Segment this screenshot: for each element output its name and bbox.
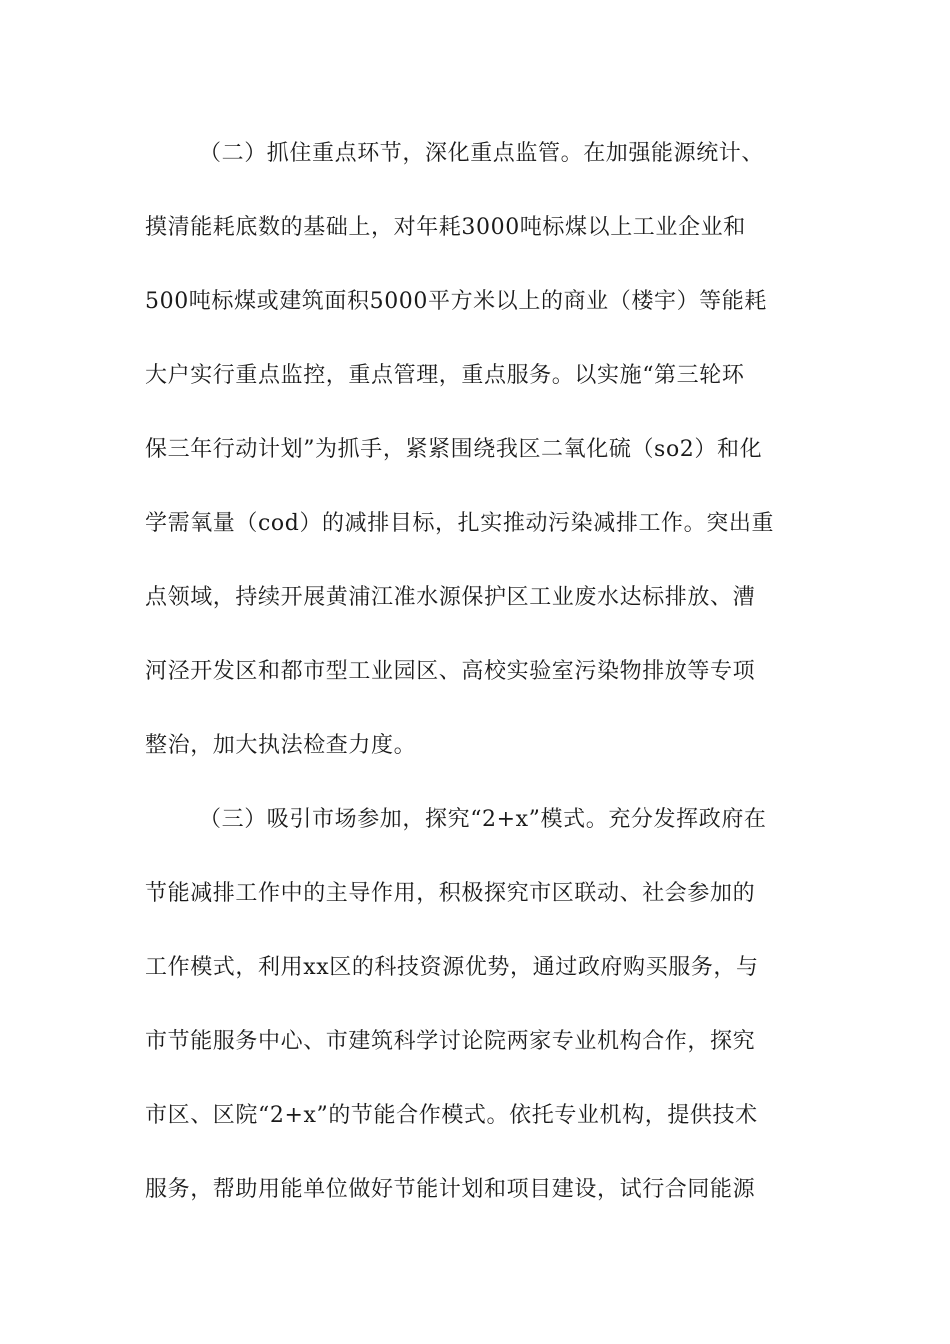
paragraph-2-line-6: 学需氧量（cod）的减排目标，扎实推动污染减排工作。突出重 [145, 511, 775, 536]
paragraph-2-line-5: 保三年行动计划”为抓手，紧紧围绕我区二氧化硫（so2）和化 [145, 437, 763, 462]
paragraph-2-line-4: 大户实行重点监控，重点管理，重点服务。以实施“第三轮环 [145, 363, 745, 388]
paragraph-2-line-9: 整治，加大执法检查力度。 [145, 733, 417, 758]
paragraph-2-line-1: （二）抓住重点环节，深化重点监管。在加强能源统计、 [199, 141, 765, 166]
paragraph-3-line-1: （三）吸引市场参加，探究“2+x”模式。充分发挥政府在 [199, 807, 767, 832]
paragraph-2-line-7: 点领域，持续开展黄浦江准水源保护区工业废水达标排放、漕 [145, 585, 756, 610]
paragraph-3-line-4: 市节能服务中心、市建筑科学讨论院两家专业机构合作，探究 [145, 1029, 756, 1054]
paragraph-2-line-2: 摸清能耗底数的基础上，对年耗3000吨标煤以上工业企业和 [145, 215, 746, 240]
paragraph-2-line-3: 500吨标煤或建筑面积5000平方米以上的商业（楼宇）等能耗 [145, 289, 767, 314]
paragraph-3-line-2: 节能减排工作中的主导作用，积极探究市区联动、社会参加的 [145, 881, 756, 906]
paragraph-3-line-6: 服务，帮助用能单位做好节能计划和项目建设，试行合同能源 [145, 1177, 756, 1202]
paragraph-3-line-5: 市区、区院“2+x”的节能合作模式。依托专业机构，提供技术 [145, 1103, 758, 1128]
paragraph-3-line-3: 工作模式，利用xx区的科技资源优势，通过政府购买服务，与 [145, 955, 759, 980]
paragraph-2-line-8: 河泾开发区和都市型工业园区、高校实验室污染物排放等专项 [145, 659, 756, 684]
